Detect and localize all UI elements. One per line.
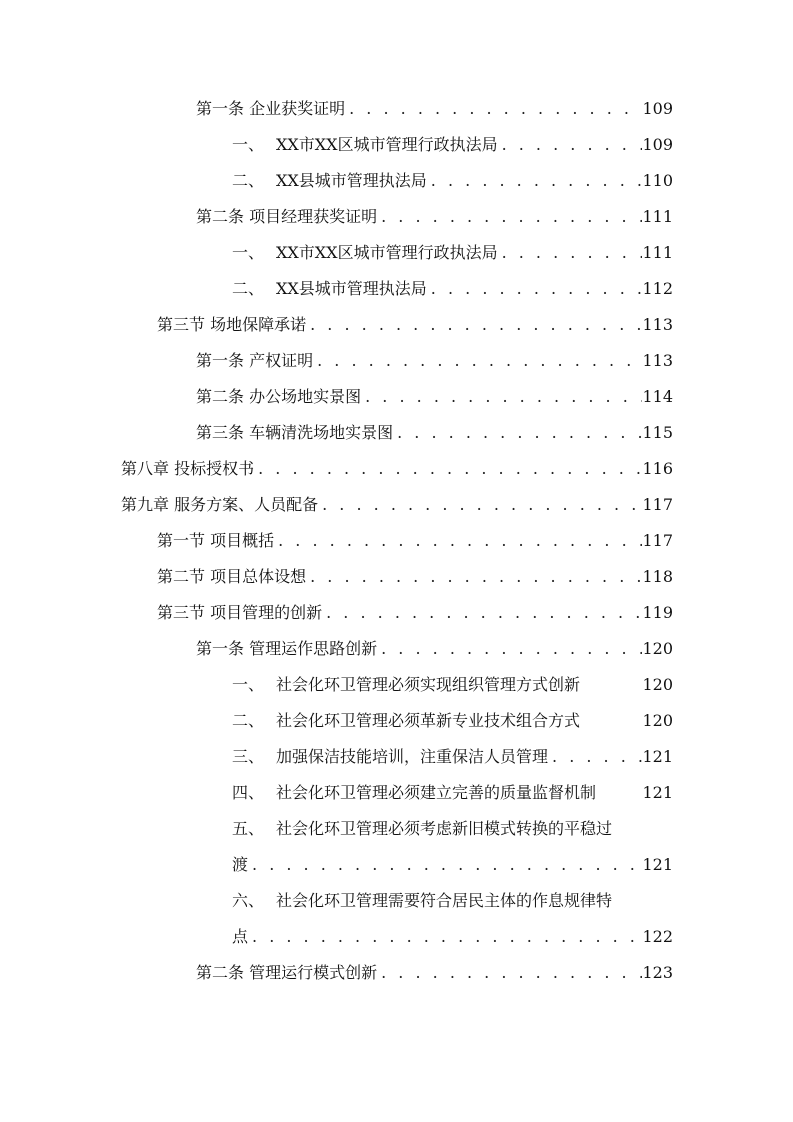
toc-page: 119 (642, 603, 673, 622)
toc-label: 第一节 (157, 531, 206, 550)
toc-label: 二、 (232, 711, 265, 730)
toc-title-continuation: 渡 (232, 855, 249, 874)
toc-page: 111 (642, 243, 673, 262)
toc-title: XX县城市管理执法局 (276, 171, 427, 190)
toc-entry[interactable] (121, 451, 673, 487)
toc-label: 第一条 (196, 639, 245, 658)
toc-entry[interactable] (157, 559, 673, 595)
toc-title: 管理运作思路创新 (249, 639, 378, 658)
toc-entry[interactable] (157, 595, 673, 631)
leader-dots (313, 343, 642, 379)
toc-page: 117 (642, 531, 673, 550)
toc-title: XX市XX区城市管理行政执法局 (276, 243, 498, 262)
toc-title: 社会化环卫管理必须实现组织管理方式创新 (276, 675, 581, 694)
toc-label: 一、 (232, 135, 265, 154)
leader-dots (322, 595, 642, 631)
toc-page: 121 (642, 783, 673, 802)
toc-page: 109 (642, 135, 673, 154)
toc-page: 115 (642, 423, 673, 442)
toc-entry[interactable] (196, 91, 673, 127)
leader-dots (498, 235, 643, 271)
toc-label: 五、 (232, 819, 265, 838)
leader-dots (548, 739, 642, 775)
toc-label: 第一条 (196, 99, 245, 118)
toc-title: 服务方案、人员配备 (174, 495, 319, 514)
toc-entry[interactable] (196, 631, 673, 667)
toc-title: 社会化环卫管理必须革新专业技术组合方式 (276, 711, 581, 730)
toc-page: 113 (642, 351, 673, 370)
toc-title: 办公场地实景图 (249, 387, 362, 406)
leader-dots (306, 559, 642, 595)
toc-label: 一、 (232, 243, 265, 262)
toc-label: 四、 (232, 783, 265, 802)
toc-label: 第一条 (196, 351, 245, 370)
leader-dots (248, 847, 642, 883)
toc-title: 车辆清洗场地实景图 (249, 423, 394, 442)
toc-title: XX县城市管理执法局 (276, 279, 427, 298)
toc-page: 113 (642, 315, 673, 334)
toc-entry[interactable] (232, 163, 673, 199)
toc-page: 117 (642, 495, 673, 514)
toc-entry[interactable] (232, 739, 673, 775)
toc-page: 121 (642, 747, 673, 766)
toc-page: 111 (642, 207, 673, 226)
leader-dots (361, 379, 642, 415)
toc-title: 产权证明 (249, 351, 314, 370)
toc-label: 第二条 (196, 207, 245, 226)
leader-dots (393, 415, 642, 451)
toc-entry[interactable] (232, 235, 673, 271)
toc-title: 加强保洁技能培训，注重保洁人员管理 (276, 747, 549, 766)
toc-page: 121 (642, 855, 673, 874)
toc-label: 一、 (232, 675, 265, 694)
toc-page: 120 (642, 675, 673, 694)
toc-entry[interactable] (196, 955, 673, 991)
leader-dots (427, 163, 643, 199)
toc-label: 第八章 (121, 459, 170, 478)
toc-label: 二、 (232, 171, 265, 190)
toc-label: 第九章 (121, 495, 170, 514)
toc-title: 项目总体设想 (210, 567, 307, 586)
toc-entry[interactable] (232, 127, 673, 163)
toc-title: 投标授权书 (174, 459, 255, 478)
leader-dots (427, 271, 643, 307)
toc-label: 六、 (232, 891, 265, 910)
toc-entry[interactable] (157, 523, 673, 559)
toc-entry[interactable] (196, 343, 673, 379)
leader-dots (345, 91, 642, 127)
toc-title: 项目概括 (210, 531, 275, 550)
toc-entry[interactable] (232, 667, 673, 703)
toc-label: 第二节 (157, 567, 206, 586)
toc-page: 120 (642, 711, 673, 730)
leader-dots (254, 451, 642, 487)
toc-entry[interactable] (121, 487, 673, 523)
toc-entry[interactable] (157, 307, 673, 343)
leader-dots (377, 631, 642, 667)
leader-dots (377, 955, 642, 991)
toc-entry[interactable] (232, 703, 673, 739)
leader-dots (498, 127, 643, 163)
toc-label: 第三节 (157, 315, 206, 334)
toc-entry[interactable] (232, 883, 673, 919)
toc-label: 第二条 (196, 963, 245, 982)
toc-label: 第二条 (196, 387, 245, 406)
toc-page: 109 (642, 99, 673, 118)
leader-dots (318, 487, 642, 523)
toc-entry[interactable] (196, 199, 673, 235)
toc-entry[interactable] (232, 775, 673, 811)
toc-title: 场地保障承诺 (210, 315, 307, 334)
leader-dots (248, 919, 642, 955)
toc-title: 社会化环卫管理必须建立完善的质量监督机制 (276, 783, 597, 802)
toc-page: 112 (642, 279, 673, 298)
toc-page: 122 (642, 927, 673, 946)
toc-title: 社会化环卫管理需要符合居民主体的作息规律特 (276, 891, 613, 910)
toc-label: 第三节 (157, 603, 206, 622)
toc-entry-continuation[interactable] (232, 919, 673, 955)
toc-page: 116 (642, 459, 673, 478)
leader-dots (306, 307, 642, 343)
toc-title: 项目管理的创新 (210, 603, 323, 622)
leader-dots (274, 523, 642, 559)
toc-entry[interactable] (196, 415, 673, 451)
toc-page: 114 (642, 387, 673, 406)
toc-page: 123 (642, 963, 673, 982)
toc-page: 118 (642, 567, 673, 586)
leader-dots (377, 199, 642, 235)
toc-label: 二、 (232, 279, 265, 298)
toc-title: 企业获奖证明 (249, 99, 346, 118)
toc-title: 项目经理获奖证明 (249, 207, 378, 226)
toc-label: 三、 (232, 747, 265, 766)
toc-entry[interactable] (196, 379, 673, 415)
toc-entry[interactable] (232, 271, 673, 307)
toc-page: 120 (642, 639, 673, 658)
toc-label: 第三条 (196, 423, 245, 442)
toc-entry-continuation[interactable] (232, 847, 673, 883)
toc-title: 管理运行模式创新 (249, 963, 378, 982)
toc-title: XX市XX区城市管理行政执法局 (276, 135, 498, 154)
toc-title-continuation: 点 (232, 927, 249, 946)
toc-page: 110 (642, 171, 673, 190)
toc-title: 社会化环卫管理必须考虑新旧模式转换的平稳过 (276, 819, 613, 838)
toc-entry[interactable] (232, 811, 673, 847)
